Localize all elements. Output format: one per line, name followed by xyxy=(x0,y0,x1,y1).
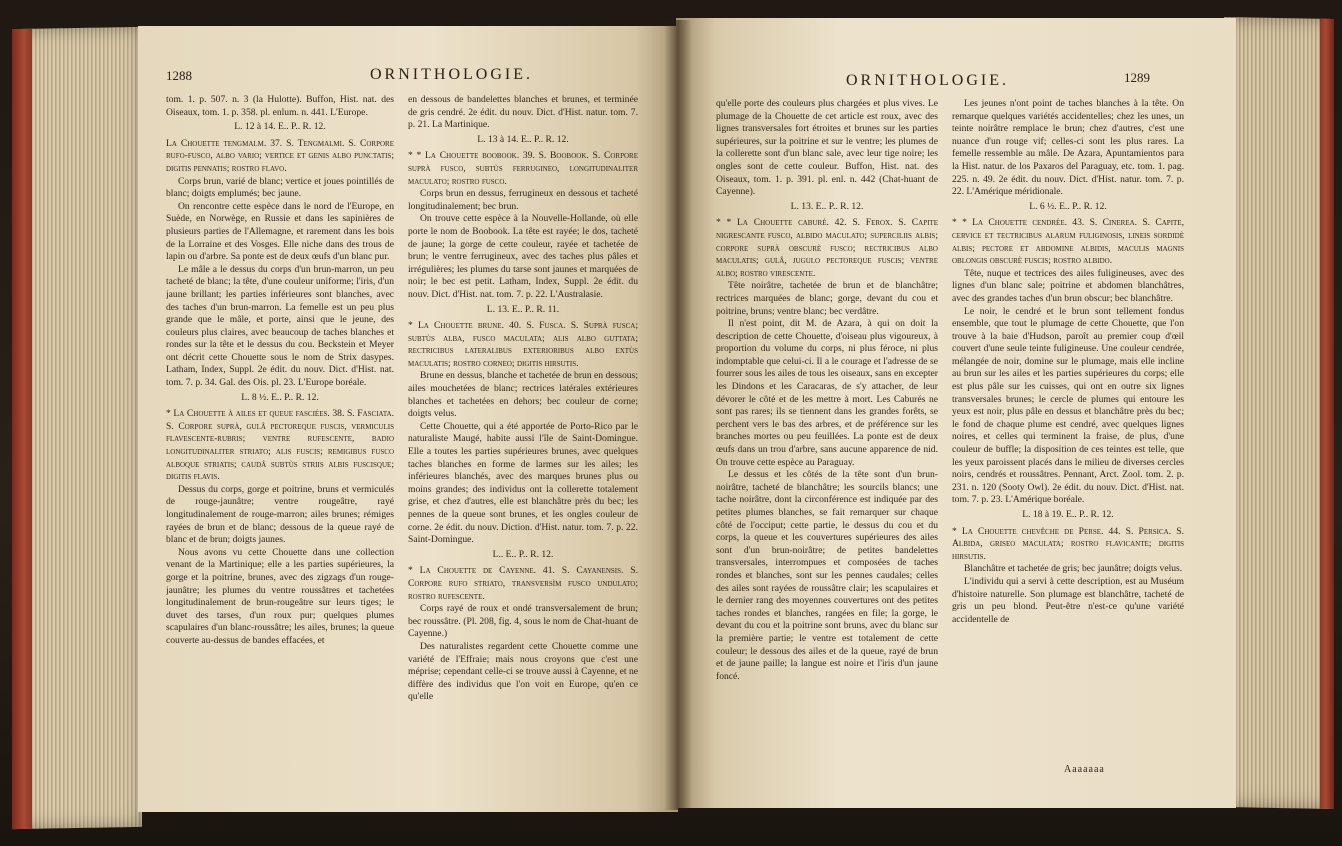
species-heading: * La Chouette de Cayenne. 41. S. Cayanensis. S. Corpore rufo striato, transversìm fusco undulato; rostro rufescente. xyxy=(408,565,638,602)
text-paragraph: qu'elle porte des couleurs plus chargées et plus vives. Le plumage de la Chouette de cet article est roux, avec des lignes transversales fort étroites et brunes sur les parties supérieures, sur la poitrine et sur le ventre; les plumes de la collerette sont d'un blanc sale, avec leur tige noire; les ongles sont de cette couleur. Buffon, Hist. nat. des Oiseaux, tom. 1. p. 391. pl. enl. n. 442 (Chat-huant de Cayenne). xyxy=(716,98,938,198)
text-paragraph: en dessous de bandelettes blanches et brunes, et terminée de gris cendré. 2e édit. du nouv. Dict. d'Hist. natur. tom. 7. p. 21. La Martinique. xyxy=(408,94,638,131)
text-paragraph: Corps brun, varié de blanc; vertice et joues pointillés de blanc; doigts emplumés; bec jaune. xyxy=(166,175,394,200)
right-page xyxy=(676,18,1236,808)
text-paragraph: Tête, nuque et tectrices des ailes fuligineuses, avec des lignes d'un blanc sale; poitrine et abdomen blanchâtres, avec des grandes taches d'un brun obscur; bec blanchâtre. xyxy=(952,267,1184,304)
species-heading: * La Chouette à ailes et queue fasciées. 38. S. Fasciata. S. Corpore suprà, gulâ pectoreque fuscis, vermiculis flavescente-rubris; ventre rufescente, badio longitudinaliter striato; alis fuscis; remigibus fusco alboque striatis; caudâ subtùs striis albis fuscisque; digitis flavis. xyxy=(166,408,394,483)
left-column-2 xyxy=(408,94,638,794)
text-paragraph: On trouve cette espèce à la Nouvelle-Hollande, où elle porte le nom de Boobook. La tête est rayée; le dos, tacheté de jaune; la gorge de cette couleur, rayée et tachetée de brun; le ventre ferrugineux, avec des taches plus pâles et irrégulières; les plumes du tarse sont jaunes et marquées de noir; le bec est petit. Latham, Index, Suppl. 2e édit. du nouv. Dict. d'Hist. nat. tom. 7. p. 22. L'Australasie. xyxy=(408,213,638,300)
left-page-edges xyxy=(12,27,142,829)
measurement-line: L. 12 à 14. E.. P.. R. 12. xyxy=(234,121,326,133)
signature-mark: Aaaaaaa xyxy=(1064,764,1105,775)
book-gutter xyxy=(664,20,692,810)
text-paragraph: Blanchâtre et tachetée de gris; bec jaunâtre; doigts velus. xyxy=(964,563,1183,575)
measurement-line: L. 18 à 19. E.. P.. R. 12. xyxy=(1022,509,1114,520)
right-page-edges xyxy=(1224,17,1334,809)
measurement-line: L. 6 ½. E.. P.. R. 12. xyxy=(1029,200,1107,212)
right-running-head: ORNITHOLOGIE. xyxy=(846,72,1009,89)
text-paragraph: Brune en dessus, blanche et tachetée de brun en dessous; ailes mouchetées de blanc; rectrices latérales extérieures blanches et tachetées en dehors; bec couleur de corne; doigts velus. xyxy=(408,370,638,420)
species-heading: * * La Chouette cendrée. 43. S. Cinerea. S. Capite, cervice et tectricibus alarum fuliginosis, lineis sordidè albis; pectore et abdomine albidis, maculis magnis oblongis obscurè fuscis; rostro albido. xyxy=(952,217,1184,267)
right-column-2 xyxy=(952,98,1184,766)
measurement-line: L.. E.. P.. R. 12. xyxy=(492,548,554,560)
species-heading: * * La Chouette caburé. 42. S. Ferox. S. Capite nigrescante fusco, albido maculato; superciliis albis; corpore suprà obscurè fusco; rectricibus albo maculatis; gulâ, jugulo pectoreque fuscis; ventre albo; rostro virescente. xyxy=(716,217,938,279)
right-page-number: 1289 xyxy=(1124,70,1150,85)
species-heading: La Chouette tengmalm. 37. S. Tengmalmi. S. Corpore rufo-fusco, albo vario; vertice et genis albo punctatis; digitis pennatis; rostro flavo. xyxy=(166,137,394,174)
species-heading: * * La Chouette boobook. 39. S. Boobook. S. Corpore suprà fusco, subtùs ferrugineo, longitudinaliter maculato; rostro fusco. xyxy=(408,150,638,187)
species-heading: * La Chouette brune. 40. S. Fusca. S. Suprà fusca; subtùs alba, fusco maculata; alis albo guttata; rectricibus lateralibus exterioribus albo extùs maculatis; rostro corneo; digitis hirsutis. xyxy=(408,320,638,369)
measurement-line: L. 13. E.. P.. R. 12. xyxy=(790,200,864,212)
text-paragraph: Corps brun en dessus, ferrugineux en dessous et tacheté longitudinalement; bec brun. xyxy=(408,188,638,212)
text-paragraph: Les jeunes n'ont point de taches blanches à la tête. On remarque quelques variétés accidentelles; chez les unes, un teinte noirâtre remplace le brun; chez d'autres, c'est une nuance d'un rouge vif; celles-ci sont les plus rares. La femelle ressemble au mâle. De Azara, Apuntamientos para la Hist. natur. de los Paxaros del Paraguay, etc. tom. 1. pag. 225. n. 49. 2e édit. du nouv. Dict. d'Hist. natur. tom. 7. p. 22. L'Amérique méridionale. xyxy=(952,98,1184,198)
text-paragraph: Nous avons vu cette Chouette dans une collection venant de la Martinique; elle a les parties supérieures, la gorge et la poitrine, brunes, avec des zigzags d'un rouge-jaunâtre; les plumes du ventre roussâtres et tachetées longitudinalement de brun-rougeâtre sur leurs tiges; le duvet des tarses, d'un roux pur; quelques plumes scapulaires d'un blanc-roussâtre; les ailes, brunes; la queue couverte au-dessus de bandes effacées, et xyxy=(166,546,394,646)
text-paragraph: Corps rayé de roux et ondé transversalement de brun; bec roussâtre. (Pl. 208, fig. 4, sous le nom de Chat-huant de Cayenne.) xyxy=(408,603,638,640)
text-paragraph: Cette Chouette, qui a été apportée de Porto-Rico par le naturaliste Maugé, habite aussi l'île de Saint-Domingue. Elle a toutes les parties supérieures brunes, avec quelques taches blanches en forme de larmes sur les ailes; les inférieures blanchés, avec des marques brunes plus ou moins grandes; des individus ont la collerette totalement grise, et chez d'autres, elle est blanchâtre près du bec; les pennes de la queue sont brunes, et les ongles couleur de corne. 2e édit. du nouv. Diction. d'Hist. natur. tom. 7. p. 22. Saint-Domingue. xyxy=(408,420,638,546)
left-page xyxy=(138,26,678,812)
left-running-head: ORNITHOLOGIE. xyxy=(370,66,533,83)
species-heading: * La Chouette chevêche de Perse. 44. S. Persica. S. Albida, griseo maculata; rostro flavicante; digitis hirsutis. xyxy=(952,525,1184,562)
text-paragraph: On rencontre cette espèce dans le nord de l'Europe, en Suède, en Norwège, en Russie et dans les sapinières de plusieurs parties de l'Allemagne, et rarement dans les bois de la Lorraine et des Vosges. Elle niche dans des trous de lapin ou d'arbre. Sa ponte est de deux œufs d'un blanc pur. xyxy=(166,200,394,263)
text-paragraph: Le noir, le cendré et le brun sont tellement fondus ensemble, que tout le plumage de cette Chouette, que l'on trouve à la baie d'Hudson, paroît au premier coup d'œil couvert d'une seule teinte fuligineuse. Une couleur cendrée, mélangée de noir, domine sur le plumage, mais elle incline au brun sur les ailes et les parties supérieures du corps; elle est plus pâle sur les cuisses, qui ont en outre six lignes transversales brunes; le cercle de plumes qui entoure les yeux est noir, plus pâle en dessus et blanchâtre près du bec; le fond de chaque plume est cendré, avec quelques lignes noires, et celles qui terminent la fraise, de plus, d'une couleur de buffle; la disposition de ces teintes est telle, que les yeux paroissent placés dans le milieu de diverses cercles noirs, cendrés et roussâtres. Pennant, Arct. Zool. tom. 2. p. 231. n. 120 (Sooty Owl). 2e édit. du nouv. Dict. d'Hist. nat. tom. 7. p. 23. L'Amérique boréale. xyxy=(952,305,1184,506)
text-paragraph: Le mâle a le dessus du corps d'un brun-marron, un peu tacheté de blanc; la tête, d'une couleur uniforme; l'iris, d'un jaune brillant; les parties inférieures sont blanches, avec des taches d'un brun-marron. La femelle est un peu plus grande que le mâle, et porte, ainsi que le jeune, des couleurs plus claires, avec beaucoup de taches blanches et rondes sur la tête et le dessus du cou. Beckstein et Meyer ont décrit cette Chouette sous le nom de Strix dasypes. Latham, Index, Suppl. 2e édit. du nouv. Dict. d'Hist. nat. tom. 7. p. 34. Gal. des Ois. pl. 23. L'Europe boréale. xyxy=(166,263,394,389)
text-paragraph: Dessus du corps, gorge et poitrine, bruns et vermiculés de rouge-jaunâtre; ventre rougeâtre, rayé longitudinalement de rouge-marron; ailes brunes; rémiges rayées de brun et de blanc; dessous de la queue rayé de blanc et de brun; doigts jaunes. xyxy=(166,483,394,546)
text-paragraph: Le dessus et les côtés de la tête sont d'un brun-noirâtre, tacheté de blanchâtre; les sourcils blancs; une tache noirâtre, dont la circonférence est indiquée par des petites plumes blanches, se fait remarquer sur chaque côté de l'occiput; cette partie, le dessus du cou et du corps, la queue et les couvertures supérieures des ailes sont d'un brun-noirâtre; de petites bandelettes transversales, interrompues et composées de taches rondes et blanches, sont sur les pennes caudales; celles des ailes sont rayées de roussâtre clair; les scapulaires et le dernier rang des moyennes couvertures ont des petites taches rondes et blanches, rangées en file; la gorge, le devant du cou et la poitrine sont bruns, avec du blanc sur la première partie; le ventre est totalement de cette couleur; le dessous des ailes et de la queue, rayé de brun et de jaune paille; la langue est noire et l'iris d'un jaune foncé. xyxy=(716,469,938,682)
left-page-number: 1288 xyxy=(166,68,192,83)
text-paragraph: Tête noirâtre, tachetée de brun et de blanchâtre; rectrices marquées de blanc; gorge, devant du cou et poitrine, bruns; ventre blanc; bec verdâtre. xyxy=(716,280,938,317)
text-paragraph: L'individu qui a servi à cette description, est au Muséum d'histoire naturelle. Son plumage est blanchâtre, tacheté de gris un peu blond. Peut-être n'est-ce qu'une variété accidentelle de xyxy=(952,575,1184,625)
measurement-line: L. 13 à 14. E.. P.. R. 12. xyxy=(477,133,569,145)
text-paragraph: Il n'est point, dit M. de Azara, à qui on doit la description de cette Chouette, d'oiseau plus vigoureux, à proportion du volume du corps, ni plus féroce, ni plus indomptable que celui-ci. Il a le courage et l'adresse de se fourrer sous les ailes de tous les oiseaux, sans en excepter les Dindons et les Caracaras, de s'y attacher, de leur dévorer le côté et de les mettre à mort. Les Caburés ne sont pas rares; ils se tiennent dans les grandes forêts, se perchent vers le bas des arbres, et de préférence sur les branches mortes ou peu feuillées. La ponte est de deux œufs dans un trou d'arbre, sans aucune apparence de nid. On trouve cette espèce au Paraguay. xyxy=(716,318,938,468)
measurement-line: L. 13. E.. P.. R. 11. xyxy=(486,303,560,315)
measurement-line: L. 8 ½. E.. P.. R. 12. xyxy=(241,391,319,403)
right-column-1 xyxy=(716,98,938,788)
left-column-1 xyxy=(166,94,394,794)
text-paragraph: Des naturalistes regardent cette Chouette comme une variété de l'Effraie; mais nous croyons que c'est une méprise; cependant celle-ci se trouve aussi à Cayenne, et ne diffère des individus que l'on voit en Europe, qu'en ce qu'elle xyxy=(408,640,638,703)
text-paragraph: tom. 1. p. 507. n. 3 (la Hulotte). Buffon, Hist. nat. des Oiseaux, tom. 1. p. 358. pl. enlum. n. 441. L'Europe. xyxy=(166,94,394,118)
